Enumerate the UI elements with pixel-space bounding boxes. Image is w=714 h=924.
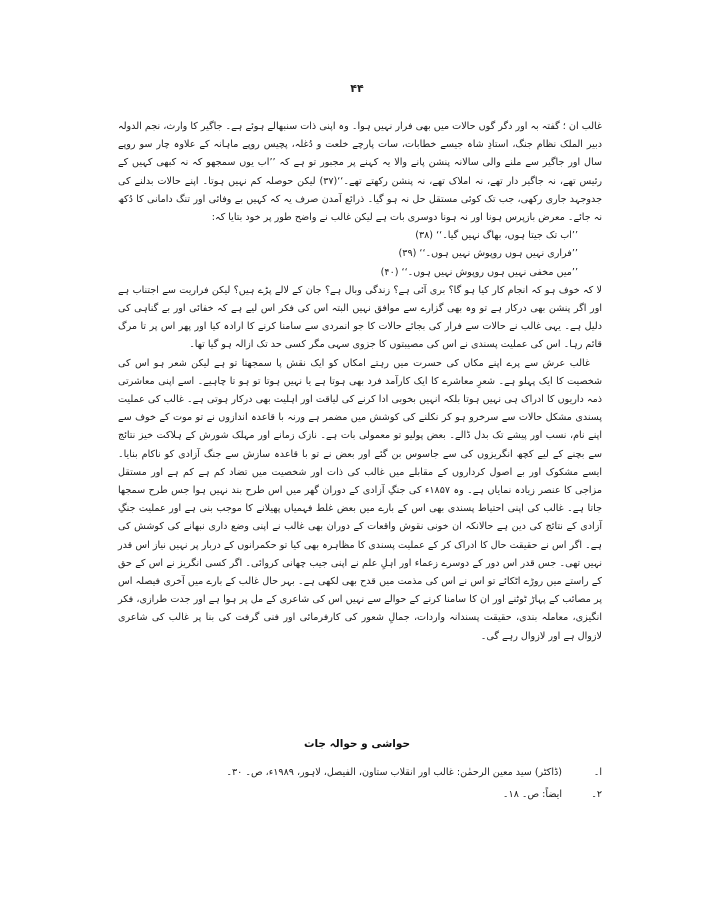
- footnote-text: ایضاً: ص۔ ۱۸۔: [502, 789, 562, 800]
- footnote-item: [150, 784, 602, 806]
- footnote-number: ا۔: [593, 767, 602, 778]
- footnote-text: (ڈاکٹر) سید معین الرحمٰن: غالب اور انقلاب ستاون، الفیصل، لاہور، ۱۹۸۹ء، ص۔ ۳۰۔: [226, 767, 562, 778]
- paragraph: غالب ان ؛ گفتہ بہ اور دگر گوں حالات میں بھی فرار نہیں ہوا۔ وہ اپنی ذات سنبھالے ہوئے ہے۔ جاگیر کا وارث، نجم الدولہ دبیر الملک نظام جنگ، استادِ شاہ جیسے خطابات، سات پارچے خلعت و دُغلہ، پچیس روپے ماہانہ کے علاوہ چار سو روپے سال اور جاگیر سے ملنے والی سالانہ پنشن پانے والا یہ کہنے پر مجبور تو ہے کہ ’’اب یوں سمجھو کہ نہ کبھی کہیں کے رئیس تھے، نہ جاگیر دار تھے، نہ املاک تھے، نہ پنشن رکھتے تھے۔‘‘(۳۷) لیکن حوصلہ کم نہیں ہوتا۔ اپنے حالات بدلنے کی جدوجہد جاری رکھی، جب تک کوئی مستقل حل نہ ہو گیا۔ ذرائع آمدن صرف یہ کہ کہیں بے وفائی اور تنگ دامانی کا دُکھ نہ جائے۔ معرض بازپرس ہونا اور نہ ہونا دوسری بات ہے لیکن غالب نے واضح طور پر خود بتایا کہ:: [118, 121, 602, 224]
- paragraph: لا کہ خوف ہو کہ انجام کار کیا ہو گا؟ بری آئی ہے؟ زندگی وبال ہے؟ جان کے لالے پڑے ہیں؟ لیکن فراریت سے اجتناب ہے اور اگر پنشن بھی درکار ہے تو وہ بھی گزارے سے موافق نہیں البتہ اس کی فکر اس لیے ہے کہ خفائی اور بے گناہی کی دلیل ہے۔ یہی غالب نے حالات سے فرار کی بجائے حالات کا جو انمردی سے سامنا کرنے کا ارادہ کیا اور پھر اس پر تا مرگ قائم رہا۔ اس کی عملیت پسندی نے اس کی مصیبتوں کا جزوی سہی مگر کسی حد تک ازالہ ہو گیا تھا۔: [118, 284, 602, 351]
- notes-heading: حواشی و حوالہ جات: [303, 738, 411, 750]
- quote-line: ’’اب تک جیتا ہوں، بھاگ نہیں گیا۔‘‘ (۳۸): [415, 230, 578, 242]
- quote-line: ’’میں مخفی نہیں ہوں روپوش نہیں ہوں۔‘‘ (۴۰): [380, 266, 578, 278]
- main-text: [118, 118, 602, 646]
- paragraph: غالب عرش سے پرے اپنے مکاں کی حسرت میں رہتے امکاں کو ایک نقش پا سمجھتا تو ہے لیکن شعر ہو اس کی شخصیت کا ایک پہلو ہے۔ شعرِ معاشرے کا ایک کارآمد فرد بھی ہوتا ہے یا نہیں ہوتا تو ہو تا چاہیے۔ اسے اپنی معاشرتی ذمہ داریوں کا ادراک ہی نہیں ہوتا بلکہ انہیں بخوبی ادا کرنے کی لیاقت اور اہلیت بھی درکار ہوتی ہے۔ غالب کی عملیت پسندی مشکل حالات سے سرخرو ہو کر نکلنے کی کوشش میں مضمر ہے ورنہ با قاعدہ اندازوں نے تو موت کے خوف سے اپنے نام، نسب اور پیشے تک بدل ڈالے۔ بعض پولیو تو معمولی بات ہے۔ نازک زمانے اور مہلک شورش کے ہلاکت خیز نتائج سے بچنے کے لیے کچھ انگریزوں کی سے جاسوس بن گئے اور بعض نے تو با قاعدہ سازش سے جنگ آزادی کو ناکام بنایا۔ ایسے مشکوک اور بے اصول کرداروں کے مقابلے میں غالب کی ذات اور شخصیت میں تضاد کم ہے کم ہے اور مستقل مزاجی کا عنصر زیادہ نمایاں ہے۔ وہ ۱۸۵۷ء کی جنگِ آزادی کے دوران گھر میں اس طرح بند نہیں ہوا جس طرح سمجھا جاتا ہے۔ غالب کی اپنی احتیاط پسندی بھی اس کے بارے میں بعض غلط فہمیاں پھیلانے کا موجب بنی ہے اور عملیت جنگِ آزادی کے نتائج کی دین ہے حالانکہ ان خونی نقوش واقعات کے دوران بھی غالب نے اپنی وضع داری نبھانے کی کوشش کی ہے۔ اگر اس نے حقیقت حال کا ادراک کر کے عملیت پسندی کا مظاہرہ بھی کیا تو حکمرانوں کے دربار پر نہیں نیاز اس قدر نہیں تھی۔ جس قدر اس دور کے دوسرے زعماء اور اہلِ علم نے اپنی جیب چھانی کروائی۔ اگر کسی انگریز نے اس کے حق کے راستے میں روڑے اٹکائے تو اس نے اس کی مذمت میں قدح بھی لکھی ہے۔ بہر حال غالب کے بارے میں آخری فیصلہ اس پر مصائب کے پہاڑ ٹوٹنے اور ان کا سامنا کرنے کے حوالے سے نہیں اس کی شاعری کے مل پر ہوا ہے اور جدت طرازی، فکر انگیزی، معاملہ بندی، حقیقت پسندانہ واردات، جمالِ شعور کی کارفرمائی اور فنی گرفت کی بنا پر غالب کی شاعری لازوال ہے اور لازوال رہے گی۔: [118, 357, 602, 642]
- page-number: ۴۴: [350, 82, 364, 95]
- quote-line: ’’فراری نہیں ہوں روپوش نہیں ہوں۔‘‘ (۳۹): [398, 248, 578, 260]
- footnotes-list: [150, 762, 602, 806]
- footnote-number: ۲۔: [591, 789, 602, 800]
- footnote-item: [150, 762, 602, 784]
